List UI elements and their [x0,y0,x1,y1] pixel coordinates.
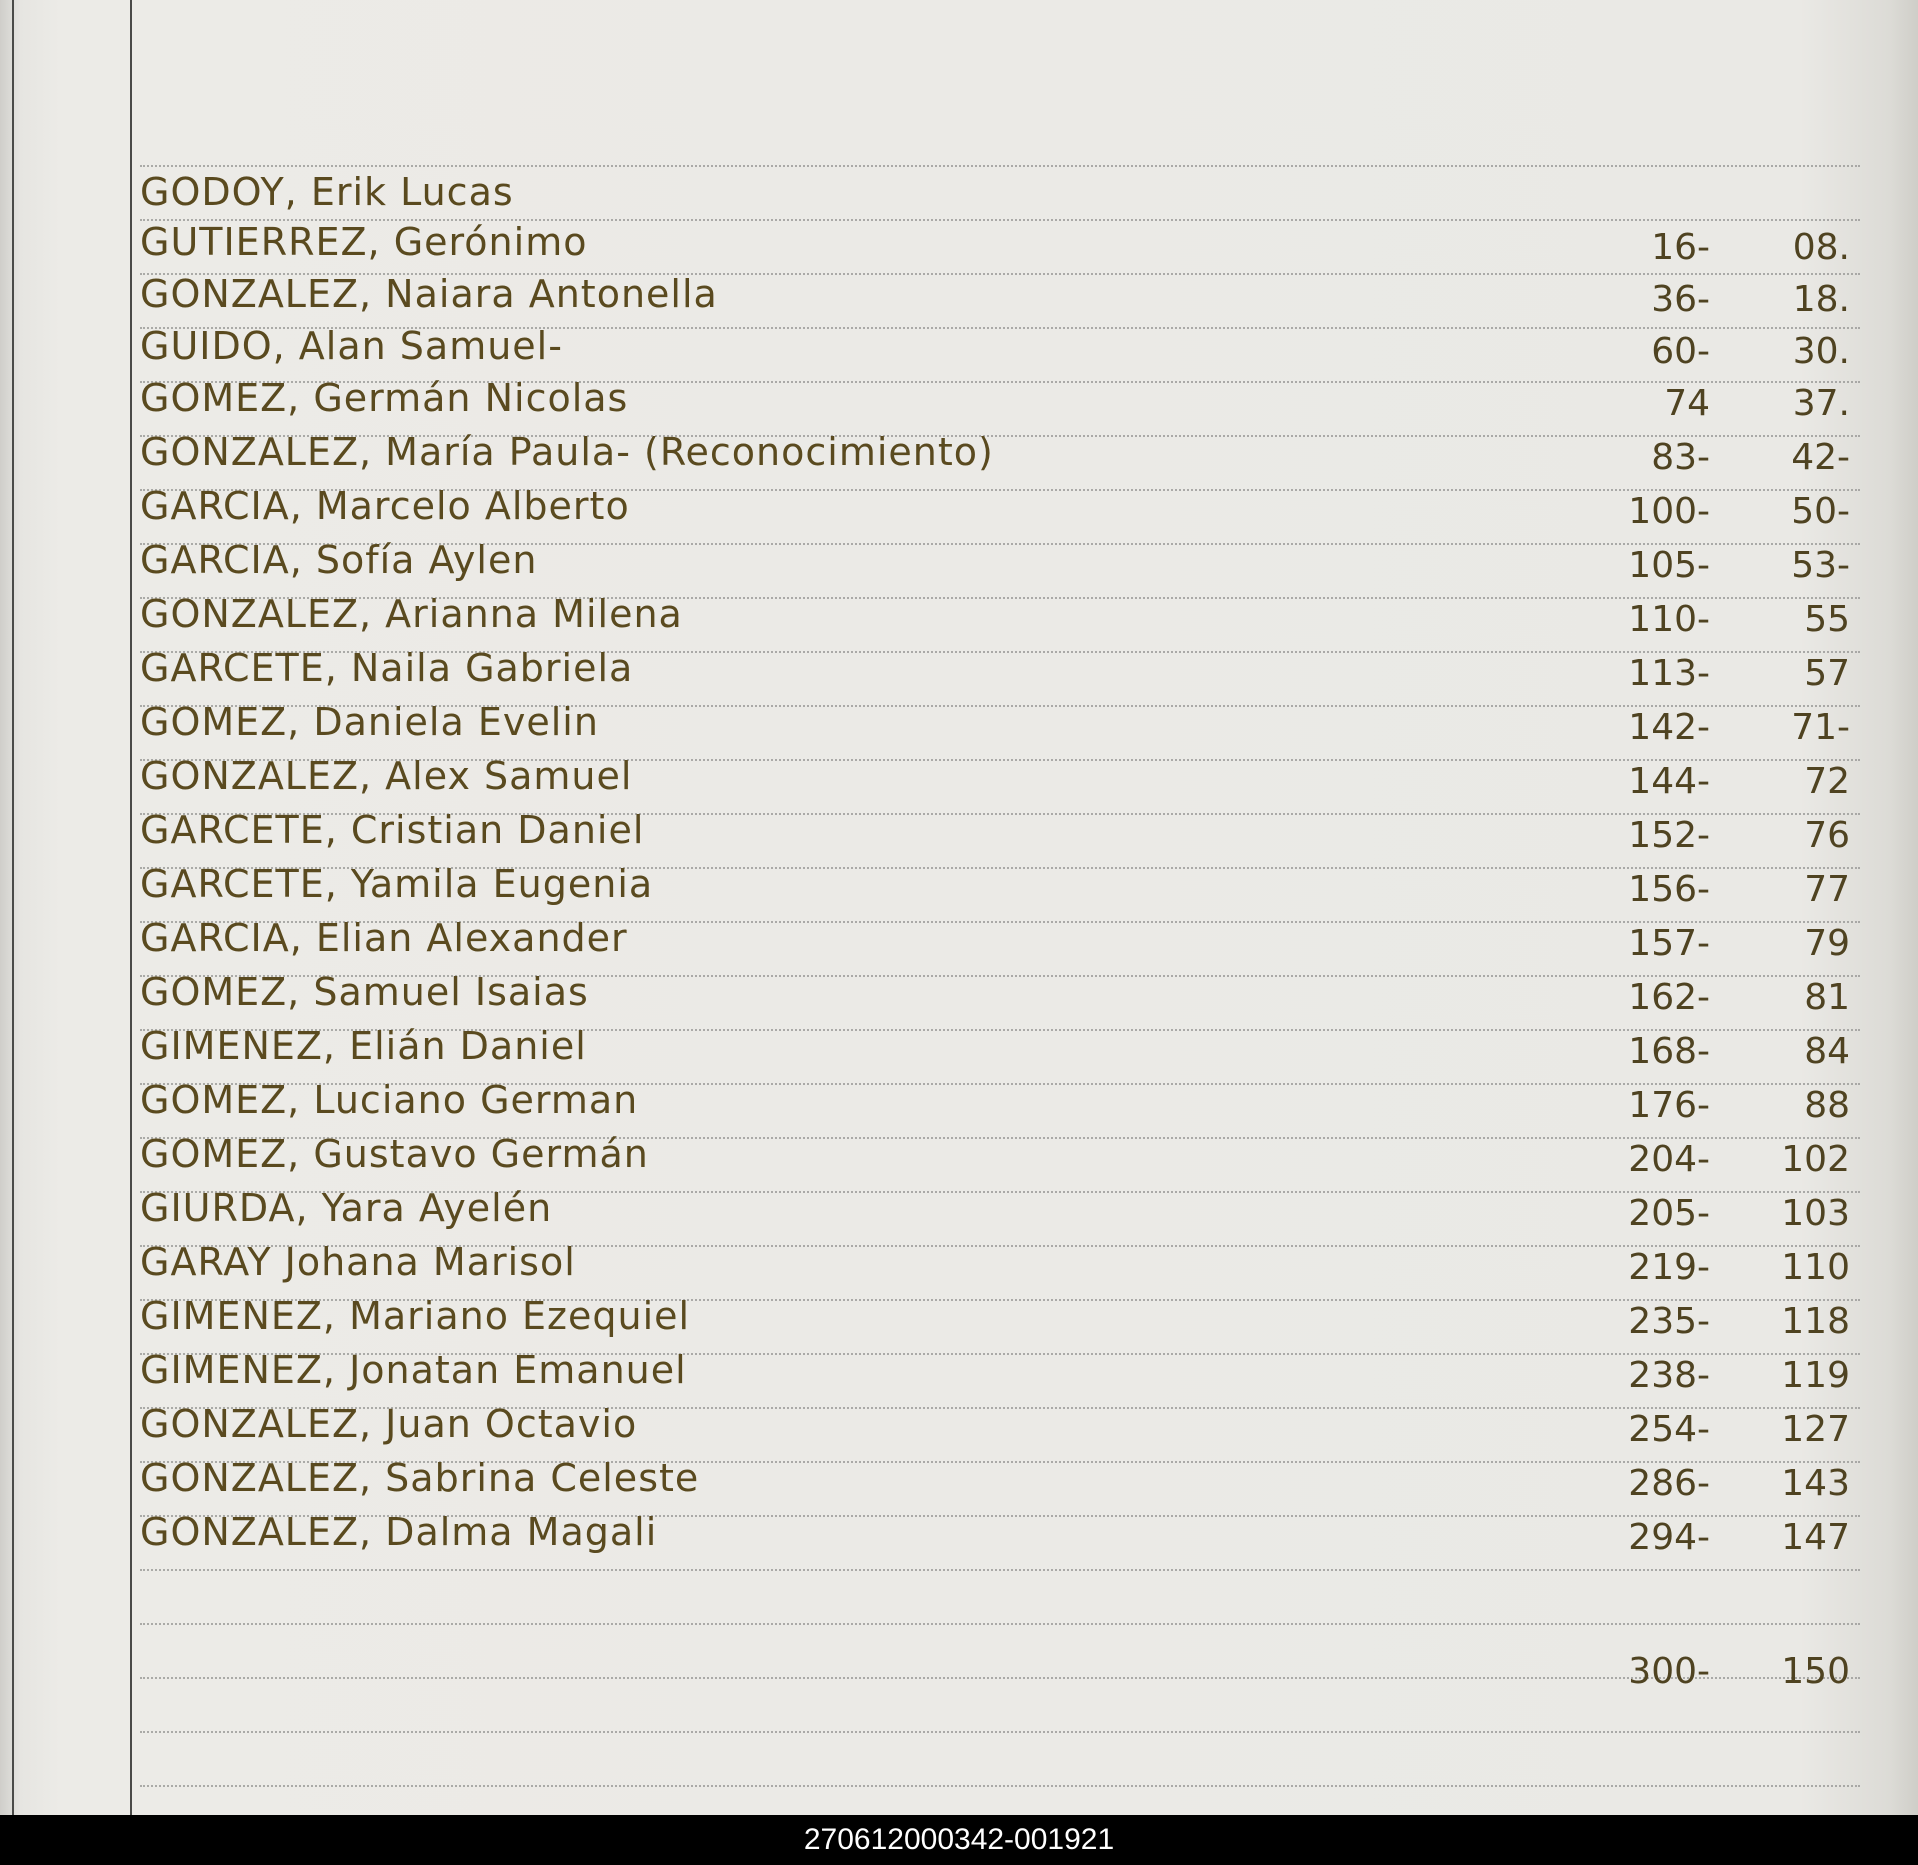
entry-number-1: 142- [1628,707,1710,748]
list-item [0,270,1918,320]
entry-number-1: 156- [1628,869,1710,910]
entry-number-1: 238- [1628,1355,1710,1396]
list-item [0,1400,1918,1450]
entry-number-1: 144- [1628,761,1710,802]
entry-name: GARCIA, Marcelo Alberto [140,484,630,528]
entry-number-2: 147 [1781,1517,1850,1558]
list-item [0,482,1918,532]
entry-number-1: 100- [1628,491,1710,532]
list-item [0,806,1918,856]
list-item [0,1642,1918,1692]
list-item [0,752,1918,802]
entry-number-2: 77 [1804,869,1850,910]
entry-number-1: 16- [1651,227,1710,268]
entry-number-2: 103 [1781,1193,1850,1234]
ruled-line [140,165,1860,167]
entry-number-2: 76 [1804,815,1850,856]
entry-number-1: 204- [1628,1139,1710,1180]
entry-name: GONZALEZ, Dalma Magali [140,1510,658,1554]
list-item [0,1022,1918,1072]
entry-number-2: 119 [1781,1355,1850,1396]
entry-name: GIMENEZ, Mariano Ezequiel [140,1294,691,1338]
list-item [0,1292,1918,1342]
entry-number-2: 79 [1804,923,1850,964]
entry-name: GODOY, Erik Lucas [140,170,514,214]
entry-number-2: 118 [1781,1301,1850,1342]
entry-number-1: 113- [1628,653,1710,694]
entry-number-1: 60- [1651,331,1710,372]
entry-number-1: 74 [1664,383,1710,424]
entry-number-1: 152- [1628,815,1710,856]
list-item [0,590,1918,640]
entry-name: GUTIERREZ, Gerónimo [140,220,588,264]
entry-number-2: 30. [1792,331,1850,372]
entry-number-2: 72 [1804,761,1850,802]
entry-number-1: 235- [1628,1301,1710,1342]
entry-number-2: 71- [1791,707,1850,748]
list-item [0,1508,1918,1558]
entry-name: GONZALEZ, Naiara Antonella [140,272,718,316]
entry-name: GONZALEZ, María Paula- (Reconocimiento) [140,430,994,474]
list-item [0,914,1918,964]
entry-number-2: 84 [1804,1031,1850,1072]
entry-number-1: 286- [1628,1463,1710,1504]
entry-name: GONZALEZ, Sabrina Celeste [140,1456,700,1500]
entry-number-1: 176- [1628,1085,1710,1126]
entry-name: GARCETE, Cristian Daniel [140,808,645,852]
entry-name: GOMEZ, Luciano German [140,1078,639,1122]
entry-name: GARCIA, Sofía Aylen [140,538,538,582]
entry-number-1: 168- [1628,1031,1710,1072]
entry-number-2: 53- [1791,545,1850,586]
entry-number-1: 83- [1651,437,1710,478]
entry-name: GOMEZ, Samuel Isaias [140,970,589,1014]
entry-name: GIMENEZ, Jonatan Emanuel [140,1348,687,1392]
entry-number-2: 18. [1792,279,1850,320]
entry-name: GARCETE, Naila Gabriela [140,646,634,690]
entry-number-1: 300- [1628,1651,1710,1692]
ruled-line [140,1623,1860,1625]
entry-name: GARCIA, Elian Alexander [140,916,628,960]
list-item [0,698,1918,748]
entry-number-2: 42- [1791,437,1850,478]
entry-name: GIURDA, Yara Ayelén [140,1186,553,1230]
list-item [0,536,1918,586]
ruled-line [140,1731,1860,1733]
entry-name: GOMEZ, Daniela Evelin [140,700,599,744]
list-item [0,1346,1918,1396]
list-item [0,218,1918,268]
list-item [0,1454,1918,1504]
entry-name: GOMEZ, Gustavo Germán [140,1132,649,1176]
list-item [0,1184,1918,1234]
list-item [0,322,1918,372]
entry-number-2: 55 [1804,599,1850,640]
document-id-bar [0,1815,1918,1865]
list-item [0,428,1918,478]
list-item [0,374,1918,424]
entry-number-2: 81 [1804,977,1850,1018]
document-id: 270612000342-001921 [803,1823,1115,1856]
entry-name: GONZALEZ, Alex Samuel [140,754,633,798]
entry-name: GONZALEZ, Juan Octavio [140,1402,638,1446]
list-item [0,860,1918,910]
entry-number-1: 162- [1628,977,1710,1018]
entry-number-1: 294- [1628,1517,1710,1558]
list-item [0,968,1918,1018]
ruled-line [140,1785,1860,1787]
entry-name: GUIDO, Alan Samuel- [140,324,563,368]
list-item [0,1238,1918,1288]
entry-number-1: 36- [1651,279,1710,320]
entry-number-2: 50- [1791,491,1850,532]
entry-number-2: 102 [1781,1139,1850,1180]
entry-number-2: 150 [1781,1651,1850,1692]
entry-name: GOMEZ, Germán Nicolas [140,376,629,420]
entry-number-1: 219- [1628,1247,1710,1288]
entry-name: GONZALEZ, Arianna Milena [140,592,683,636]
entry-number-2: 110 [1781,1247,1850,1288]
ruled-line [140,1569,1860,1571]
entry-number-1: 254- [1628,1409,1710,1450]
entry-number-2: 08. [1792,227,1850,268]
entry-name: GARAY Johana Marisol [140,1240,576,1284]
entry-number-2: 57 [1804,653,1850,694]
entry-number-2: 127 [1781,1409,1850,1450]
entry-number-1: 110- [1628,599,1710,640]
entry-number-1: 205- [1628,1193,1710,1234]
entry-name: GARCETE, Yamila Eugenia [140,862,654,906]
entry-name: GIMENEZ, Elián Daniel [140,1024,587,1068]
list-item [0,1130,1918,1180]
entry-number-2: 143 [1781,1463,1850,1504]
list-item [0,644,1918,694]
list-item [0,1076,1918,1126]
entry-number-1: 105- [1628,545,1710,586]
entry-number-1: 157- [1628,923,1710,964]
list-item [0,168,1918,218]
entry-number-2: 88 [1804,1085,1850,1126]
entry-number-2: 37. [1792,383,1850,424]
